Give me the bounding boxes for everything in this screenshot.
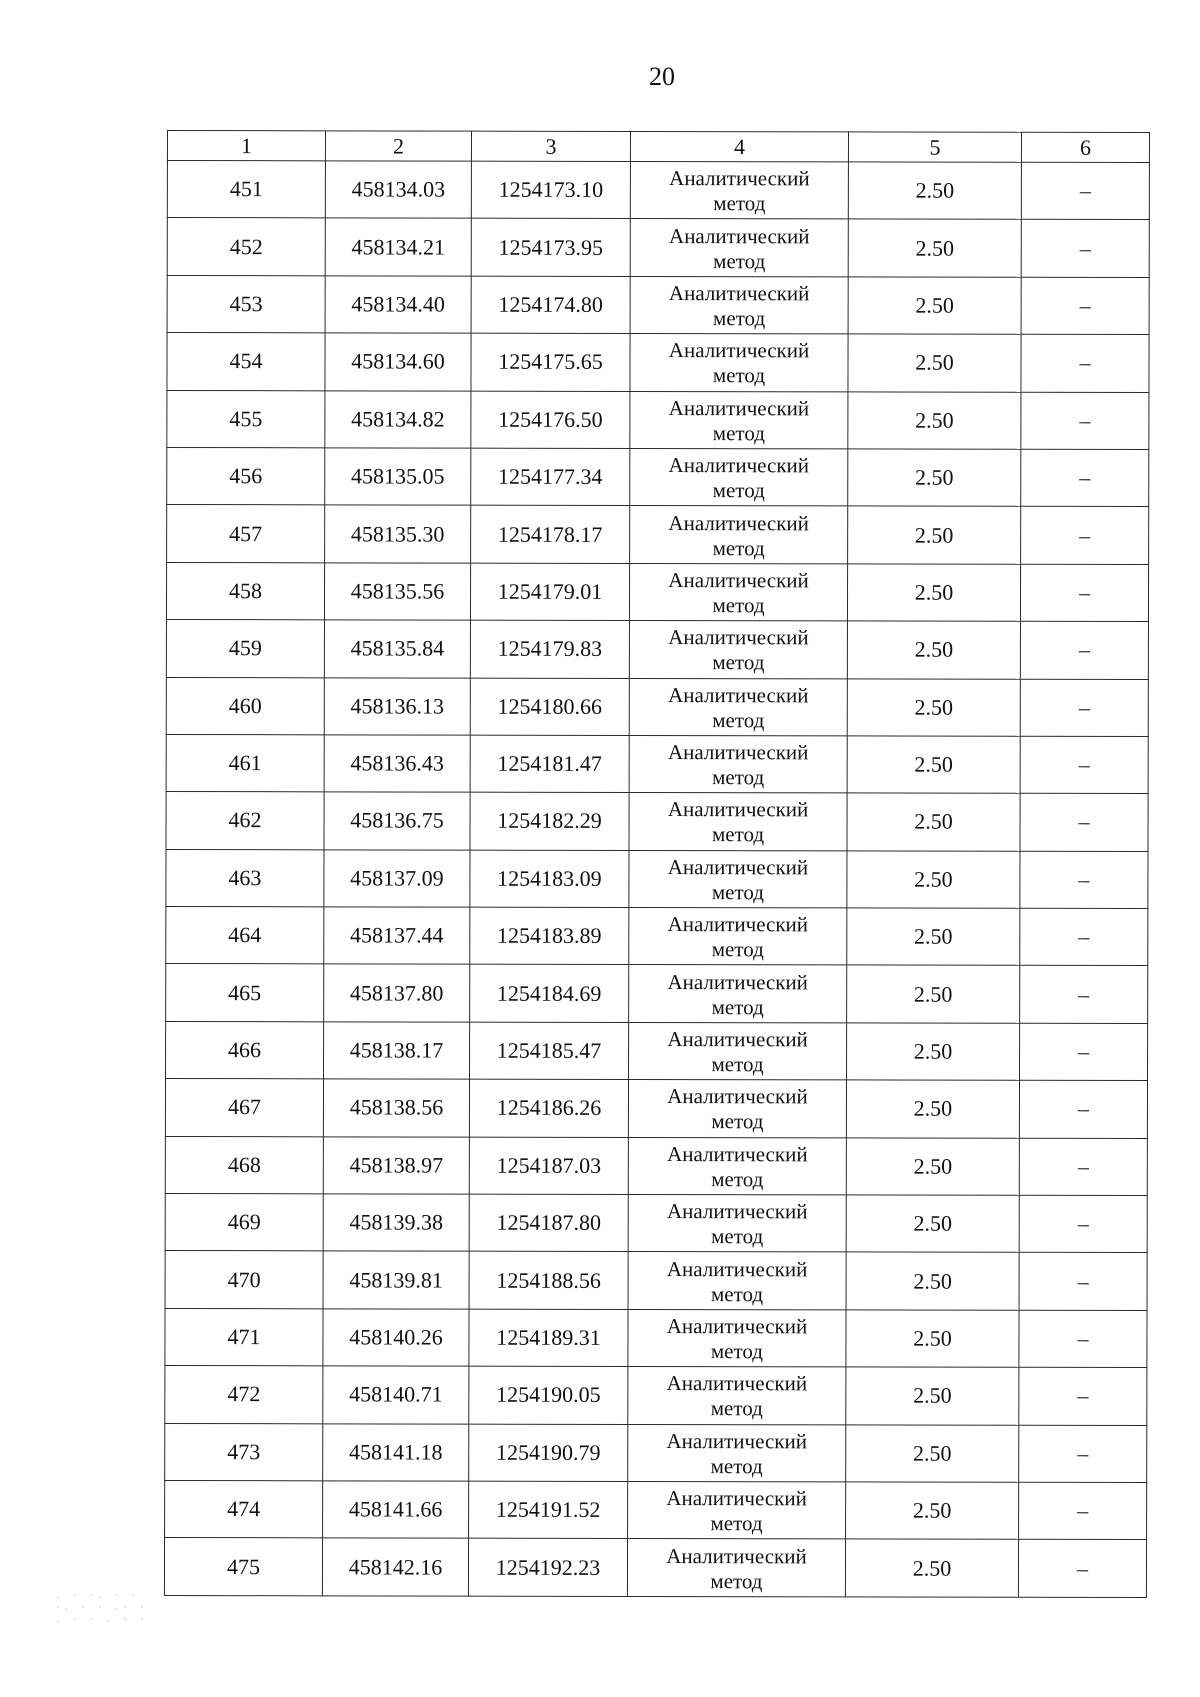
- method-line: Аналитический: [666, 1371, 808, 1396]
- method-line: Аналитический: [668, 510, 809, 535]
- accuracy-cell: 2.50: [847, 736, 1020, 794]
- x-coordinate-cell: 458135.05: [325, 448, 471, 506]
- accuracy-cell: 2.50: [847, 621, 1020, 679]
- method-line: Аналитический: [667, 797, 809, 822]
- method-cell: [630, 334, 848, 392]
- method-cell: [628, 1080, 846, 1138]
- table-row: [167, 161, 1149, 220]
- accuracy-cell: 2.50: [847, 965, 1020, 1023]
- y-coordinate-cell: 1254175.65: [471, 333, 630, 391]
- method-cell: [629, 793, 847, 851]
- accuracy-cell: 2.50: [847, 678, 1020, 736]
- y-coordinate-cell: 1254188.56: [469, 1252, 628, 1310]
- table-row: [165, 1308, 1147, 1367]
- point-number-cell: 454: [167, 333, 325, 391]
- point-number-cell: 473: [165, 1423, 323, 1481]
- point-number-cell: 451: [167, 161, 325, 219]
- note-cell: –: [1019, 1310, 1147, 1368]
- note-cell: –: [1020, 1023, 1148, 1081]
- accuracy-cell: 2.50: [846, 1252, 1019, 1310]
- point-number-cell: 471: [165, 1308, 323, 1366]
- point-number-cell: 474: [165, 1480, 323, 1538]
- x-coordinate-cell: 458137.80: [324, 964, 470, 1022]
- method-cell: [627, 1539, 845, 1597]
- method-line: Аналитический: [666, 1543, 807, 1568]
- method-cell: [630, 219, 848, 277]
- y-coordinate-cell: 1254186.26: [469, 1079, 628, 1137]
- method-line: Аналитический: [669, 223, 810, 248]
- accuracy-cell: 2.50: [848, 506, 1021, 564]
- table-body: [164, 161, 1149, 1598]
- table-row: [167, 505, 1149, 564]
- x-coordinate-cell: 458141.18: [323, 1423, 469, 1481]
- method-line: метод: [710, 1281, 764, 1306]
- y-coordinate-cell: 1254173.10: [471, 161, 630, 219]
- note-cell: –: [1021, 449, 1149, 507]
- method-line: метод: [713, 191, 766, 216]
- note-cell: –: [1021, 162, 1149, 220]
- method-line: метод: [712, 593, 765, 618]
- y-coordinate-cell: 1254183.89: [470, 907, 629, 965]
- accuracy-cell: 2.50: [846, 1195, 1019, 1253]
- point-number-cell: 461: [166, 734, 324, 792]
- method-cell: [630, 506, 848, 564]
- table-row: [165, 1079, 1147, 1138]
- point-number-cell: 460: [166, 677, 324, 735]
- table-row: [167, 333, 1149, 392]
- y-coordinate-cell: 1254190.79: [469, 1424, 628, 1482]
- method-cell: [629, 1022, 847, 1080]
- table-row: [167, 275, 1149, 334]
- method-cell: [630, 391, 848, 449]
- method-line: метод: [712, 535, 765, 560]
- method-line: метод: [712, 478, 765, 503]
- table-row: [167, 218, 1149, 277]
- y-coordinate-cell: 1254178.17: [471, 505, 630, 563]
- method-cell: [628, 1194, 846, 1252]
- point-number-cell: 464: [166, 907, 324, 965]
- method-line: метод: [713, 248, 766, 273]
- method-line: Аналитический: [667, 740, 809, 765]
- method-line: метод: [711, 1052, 764, 1077]
- method-line: метод: [710, 1339, 764, 1364]
- table-row: [166, 907, 1148, 966]
- accuracy-cell: 2.50: [846, 1482, 1019, 1540]
- note-cell: –: [1019, 1425, 1147, 1483]
- note-cell: –: [1021, 392, 1149, 450]
- method-cell: [628, 1481, 846, 1539]
- y-coordinate-cell: 1254179.01: [470, 563, 629, 621]
- method-line: метод: [712, 650, 765, 675]
- table-row: [167, 390, 1149, 449]
- note-cell: –: [1020, 679, 1148, 737]
- method-line: метод: [710, 1511, 763, 1536]
- y-coordinate-cell: 1254181.47: [470, 735, 629, 793]
- method-cell: [628, 1252, 846, 1310]
- note-cell: –: [1021, 220, 1149, 278]
- method-cell: [628, 1367, 846, 1425]
- method-line: метод: [710, 1453, 763, 1479]
- table-row: [166, 562, 1148, 621]
- table-row: [166, 734, 1148, 793]
- x-coordinate-cell: 458137.44: [324, 907, 470, 965]
- accuracy-cell: 2.50: [848, 162, 1021, 220]
- x-coordinate-cell: 458136.13: [324, 677, 470, 735]
- accuracy-cell: 2.50: [847, 1023, 1020, 1081]
- note-cell: –: [1020, 908, 1148, 966]
- method-cell: [630, 276, 848, 334]
- column-header: 2: [325, 131, 471, 161]
- table-header-row: [167, 131, 1149, 163]
- accuracy-cell: 2.50: [846, 1367, 1019, 1425]
- x-coordinate-cell: 458138.97: [323, 1136, 469, 1194]
- scan-noise: . · ·. · · ·. · · .· · . · · . · ·: [55, 1591, 148, 1625]
- note-cell: –: [1020, 621, 1148, 679]
- method-line: метод: [712, 420, 765, 446]
- method-cell: [629, 678, 847, 736]
- method-line: метод: [711, 937, 764, 962]
- coordinates-table-container: [164, 130, 1149, 1598]
- point-number-cell: 456: [167, 447, 325, 505]
- accuracy-cell: 2.50: [846, 1425, 1019, 1483]
- method-cell: [629, 908, 847, 966]
- table-row: [165, 1194, 1147, 1253]
- point-number-cell: 458: [166, 562, 324, 620]
- y-coordinate-cell: 1254187.03: [469, 1137, 628, 1195]
- page-number: 20: [649, 62, 675, 91]
- method-line: Аналитический: [668, 567, 809, 593]
- coordinates-table: [164, 130, 1150, 1598]
- note-cell: –: [1021, 277, 1149, 335]
- x-coordinate-cell: 458135.56: [324, 563, 470, 621]
- y-coordinate-cell: 1254191.52: [469, 1481, 628, 1539]
- method-line: Аналитический: [667, 1084, 808, 1109]
- y-coordinate-cell: 1254174.80: [471, 276, 630, 334]
- note-cell: –: [1019, 1195, 1147, 1253]
- method-cell: [630, 161, 848, 219]
- point-number-cell: 467: [165, 1079, 323, 1137]
- accuracy-cell: 2.50: [846, 1080, 1019, 1138]
- method-line: метод: [713, 306, 766, 331]
- x-coordinate-cell: 458140.71: [323, 1366, 469, 1424]
- point-number-cell: 466: [166, 1021, 324, 1079]
- table-row: [166, 849, 1148, 908]
- point-number-cell: 465: [166, 964, 324, 1022]
- method-line: Аналитический: [667, 969, 808, 995]
- point-number-cell: 475: [164, 1538, 322, 1596]
- x-coordinate-cell: 458136.75: [324, 792, 470, 850]
- point-number-cell: 462: [166, 792, 324, 850]
- note-cell: –: [1021, 334, 1149, 392]
- note-cell: –: [1019, 1482, 1147, 1540]
- point-number-cell: 468: [165, 1136, 323, 1194]
- table-row: [166, 620, 1148, 679]
- column-header: 5: [848, 132, 1021, 162]
- point-number-cell: 472: [165, 1366, 323, 1424]
- method-cell: [629, 563, 847, 621]
- note-cell: –: [1019, 1081, 1147, 1139]
- y-coordinate-cell: 1254190.05: [469, 1366, 628, 1424]
- accuracy-cell: 2.50: [848, 219, 1021, 277]
- method-line: Аналитический: [666, 1486, 807, 1511]
- y-coordinate-cell: 1254187.80: [469, 1194, 628, 1252]
- x-coordinate-cell: 458135.84: [324, 620, 470, 678]
- note-cell: –: [1019, 1367, 1147, 1425]
- method-line: Аналитический: [668, 453, 810, 478]
- note-cell: –: [1019, 1253, 1147, 1311]
- method-line: Аналитический: [668, 395, 810, 421]
- table-row: [165, 1423, 1147, 1482]
- x-coordinate-cell: 458134.60: [325, 333, 471, 391]
- point-number-cell: 470: [165, 1251, 323, 1309]
- method-line: метод: [711, 1224, 764, 1249]
- point-number-cell: 463: [166, 849, 324, 907]
- column-header: 6: [1021, 132, 1149, 162]
- table-row: [165, 1136, 1147, 1195]
- accuracy-cell: 2.50: [848, 277, 1021, 335]
- accuracy-cell: 2.50: [848, 449, 1021, 507]
- x-coordinate-cell: 458135.30: [325, 505, 471, 563]
- y-coordinate-cell: 1254192.23: [468, 1539, 627, 1597]
- method-line: метод: [711, 1166, 764, 1192]
- column-header: 1: [167, 131, 325, 161]
- method-cell: [628, 1309, 846, 1367]
- method-line: Аналитический: [667, 1141, 808, 1167]
- method-cell: [629, 965, 847, 1023]
- point-number-cell: 457: [167, 505, 325, 563]
- method-line: метод: [711, 880, 764, 905]
- x-coordinate-cell: 458138.17: [324, 1022, 470, 1080]
- y-coordinate-cell: 1254176.50: [471, 391, 630, 449]
- method-cell: [628, 1424, 846, 1482]
- table-row: [165, 1251, 1147, 1310]
- y-coordinate-cell: 1254189.31: [469, 1309, 628, 1367]
- note-cell: –: [1020, 794, 1148, 852]
- method-line: Аналитический: [668, 281, 810, 306]
- table-row: [166, 1021, 1148, 1080]
- accuracy-cell: 2.50: [848, 334, 1021, 392]
- point-number-cell: 459: [166, 620, 324, 678]
- method-line: Аналитический: [666, 1256, 808, 1281]
- method-line: Аналитический: [668, 682, 809, 708]
- note-cell: –: [1018, 1540, 1146, 1598]
- x-coordinate-cell: 458134.82: [325, 390, 471, 448]
- method-line: Аналитический: [666, 1199, 808, 1224]
- column-header: 4: [630, 131, 848, 161]
- table-row: [165, 1480, 1147, 1539]
- table-row: [166, 964, 1148, 1023]
- method-cell: [630, 448, 848, 506]
- method-line: Аналитический: [667, 912, 809, 937]
- x-coordinate-cell: 458138.56: [323, 1079, 469, 1137]
- column-header: 3: [471, 131, 630, 161]
- y-coordinate-cell: 1254179.83: [470, 620, 629, 678]
- method-line: метод: [710, 1568, 763, 1593]
- y-coordinate-cell: 1254177.34: [471, 448, 630, 506]
- method-line: Аналитический: [668, 625, 809, 650]
- note-cell: –: [1019, 1138, 1147, 1196]
- accuracy-cell: 2.50: [848, 391, 1021, 449]
- table-row: [165, 1366, 1147, 1425]
- table-row: [166, 792, 1148, 851]
- accuracy-cell: 2.50: [846, 1138, 1019, 1196]
- method-cell: [629, 735, 847, 793]
- note-cell: –: [1020, 564, 1148, 622]
- x-coordinate-cell: 458140.26: [323, 1309, 469, 1367]
- accuracy-cell: 2.50: [845, 1539, 1018, 1597]
- x-coordinate-cell: 458134.21: [325, 218, 471, 276]
- x-coordinate-cell: 458134.03: [325, 161, 471, 219]
- point-number-cell: 453: [167, 275, 325, 333]
- method-line: метод: [712, 765, 765, 790]
- note-cell: –: [1020, 736, 1148, 794]
- method-line: метод: [711, 994, 764, 1019]
- table-row: [164, 1538, 1146, 1597]
- method-line: метод: [712, 363, 766, 388]
- method-cell: [628, 1137, 846, 1195]
- point-number-cell: 452: [167, 218, 325, 276]
- point-number-cell: 455: [167, 390, 325, 448]
- note-cell: –: [1020, 851, 1148, 909]
- x-coordinate-cell: 458142.16: [322, 1538, 468, 1596]
- method-line: Аналитический: [667, 854, 809, 880]
- method-line: Аналитический: [669, 166, 810, 191]
- accuracy-cell: 2.50: [847, 793, 1020, 851]
- y-coordinate-cell: 1254182.29: [470, 792, 629, 850]
- x-coordinate-cell: 458141.66: [323, 1481, 469, 1539]
- accuracy-cell: 2.50: [846, 1310, 1019, 1368]
- note-cell: –: [1020, 966, 1148, 1024]
- y-coordinate-cell: 1254185.47: [470, 1022, 629, 1080]
- method-line: метод: [710, 1396, 763, 1421]
- x-coordinate-cell: 458139.81: [323, 1251, 469, 1309]
- x-coordinate-cell: 458137.09: [324, 850, 470, 908]
- note-cell: –: [1021, 507, 1149, 565]
- y-coordinate-cell: 1254180.66: [470, 678, 629, 736]
- method-line: метод: [711, 822, 765, 847]
- method-line: Аналитический: [668, 338, 810, 363]
- method-line: метод: [711, 1109, 764, 1134]
- point-number-cell: 469: [165, 1194, 323, 1252]
- method-line: Аналитический: [666, 1428, 807, 1454]
- method-line: Аналитический: [666, 1314, 808, 1339]
- x-coordinate-cell: 458134.40: [325, 276, 471, 334]
- table-row: [166, 677, 1148, 736]
- y-coordinate-cell: 1254184.69: [470, 965, 629, 1023]
- method-line: Аналитический: [667, 1027, 808, 1052]
- method-cell: [629, 850, 847, 908]
- accuracy-cell: 2.50: [847, 908, 1020, 966]
- table-row: [167, 447, 1149, 506]
- accuracy-cell: 2.50: [847, 851, 1020, 909]
- method-cell: [629, 621, 847, 679]
- x-coordinate-cell: 458139.38: [323, 1194, 469, 1252]
- y-coordinate-cell: 1254183.09: [470, 850, 629, 908]
- y-coordinate-cell: 1254173.95: [471, 219, 630, 277]
- method-line: метод: [712, 707, 765, 732]
- x-coordinate-cell: 458136.43: [324, 735, 470, 793]
- accuracy-cell: 2.50: [847, 564, 1020, 622]
